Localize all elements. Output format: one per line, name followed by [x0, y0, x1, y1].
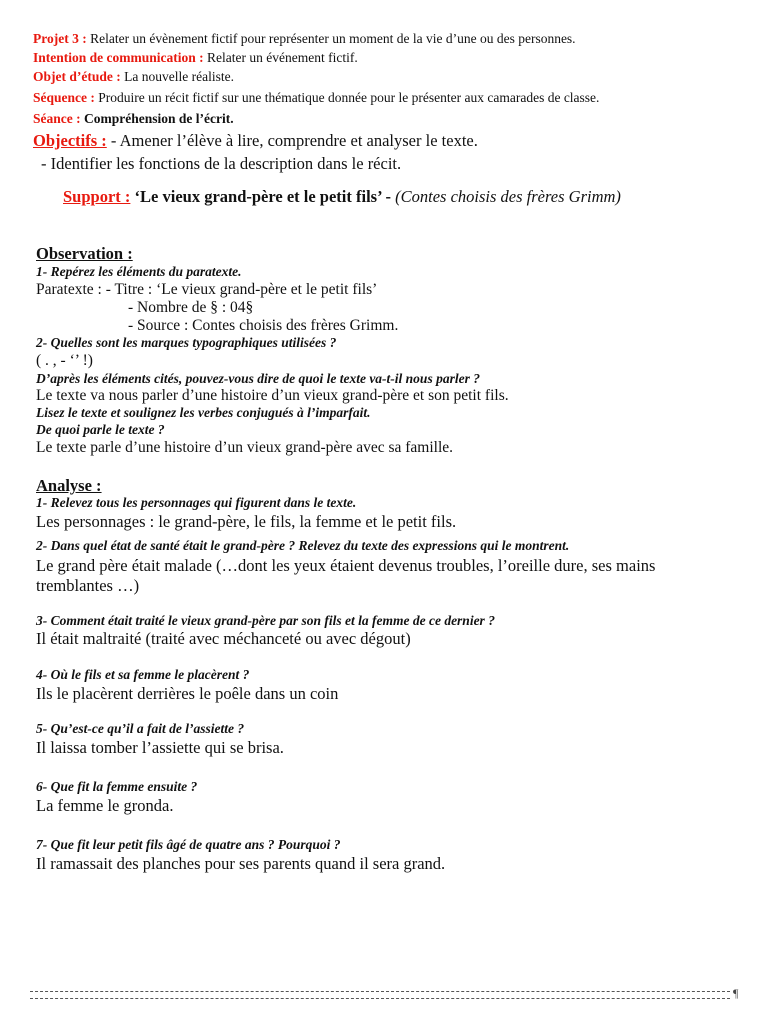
intention-text: Relater un événement fictif. [203, 50, 358, 65]
seance-text: Compréhension de l’écrit. [80, 111, 234, 126]
analyse-heading: Analyse : [36, 476, 102, 495]
analyse-q6: 6- Que fit la femme ensuite ? [36, 779, 198, 794]
objectifs-label: Objectifs : [33, 131, 107, 150]
observation-q2: 2- Quelles sont les marques typographiques utilisées ? [36, 335, 337, 350]
analyse-a2-line1: Le grand père était malade (…dont les yeux étaient devenus troubles, l’oreille dure, ses mains [36, 556, 656, 575]
support-title: ‘Le vieux grand-père et le petit fils’ - [130, 187, 396, 206]
support-label: Support : [63, 187, 131, 206]
sequence-line [33, 90, 599, 106]
observation-q4: Lisez le texte et soulignez les verbes conjugués à l’imparfait. [36, 405, 371, 420]
analyse-a5: Il laissa tomber l’assiette qui se brisa. [36, 738, 284, 757]
observation-a1-line3: - Source : Contes choisis des frères Grimm. [128, 317, 399, 334]
seance-label: Séance : [33, 111, 81, 126]
objectifs-line-2: - Identifier les fonctions de la description dans le récit. [41, 154, 402, 173]
observation-a1-line2: - Nombre de § : 04§ [128, 299, 254, 316]
analyse-a4: Ils le placèrent derrières le poêle dans un coin [36, 684, 339, 703]
analyse-q3: 3- Comment était traité le vieux grand-père par son fils et la femme de ce dernier ? [36, 613, 495, 628]
observation-a5: Le texte parle d’une histoire d’un vieux grand-père avec sa famille. [36, 439, 454, 456]
sequence-label: Séquence : [33, 90, 95, 105]
observation-a1-line1: Paratexte : - Titre : ‘Le vieux grand-père et le petit fils’ [36, 281, 378, 298]
objectifs-line [33, 131, 478, 151]
analyse-q1: 1- Relevez tous les personnages qui figurent dans le texte. [36, 495, 357, 510]
observation-q1: 1- Repérez les éléments du paratexte. [36, 264, 242, 279]
objectifs-text: - Amener l’élève à lire, comprendre et analyser le texte. [106, 131, 478, 150]
footer-border [30, 991, 730, 999]
objet-text: La nouvelle réaliste. [120, 69, 234, 84]
analyse-q4: 4- Où le fils et sa femme le placèrent ? [36, 667, 250, 682]
projet-text: Relater un évènement fictif pour représenter un moment de la vie d’une ou des personnes. [86, 31, 576, 46]
analyse-a3: Il était maltraité (traité avec méchanceté ou avec dégout) [36, 629, 411, 648]
paragraph-mark: ¶ [733, 986, 739, 1000]
analyse-a7: Il ramassait des planches pour ses parents quand il sera grand. [36, 854, 446, 873]
projet-label: Projet 3 : [33, 31, 87, 46]
objet-line [33, 69, 234, 85]
intention-line [33, 50, 358, 66]
observation-a3: Le texte va nous parler d’une histoire d’un vieux grand-père et son petit fils. [36, 387, 509, 404]
analyse-a2-line2: tremblantes …) [36, 576, 140, 595]
intention-label: Intention de communication : [33, 50, 204, 65]
analyse-a6: La femme le gronda. [36, 796, 174, 815]
analyse-q5: 5- Qu’est-ce qu’il a fait de l’assiette ? [36, 721, 245, 736]
observation-q5: De quoi parle le texte ? [36, 422, 165, 437]
observation-q3: D’après les éléments cités, pouvez-vous dire de quoi le texte va-t-il nous parler ? [36, 371, 480, 386]
seance-line [33, 111, 234, 127]
analyse-q7: 7- Que fit leur petit fils âgé de quatre ans ? Pourquoi ? [36, 837, 341, 852]
support-line [63, 187, 621, 207]
analyse-a1: Les personnages : le grand-père, le fils, la femme et le petit fils. [36, 512, 457, 531]
analyse-q2: 2- Dans quel état de santé était le grand-père ? Relevez du texte des expressions qui le montrent. [36, 538, 570, 553]
projet-line [33, 31, 576, 47]
sequence-text: Produire un récit fictif sur une thématique donnée pour le présenter aux camarades de classe. [94, 90, 600, 105]
support-source: (Contes choisis des frères Grimm) [395, 187, 621, 206]
objet-label: Objet d’étude : [33, 69, 121, 84]
observation-heading: Observation : [36, 244, 133, 263]
observation-a2: ( . , - ‘’ !) [36, 352, 93, 369]
